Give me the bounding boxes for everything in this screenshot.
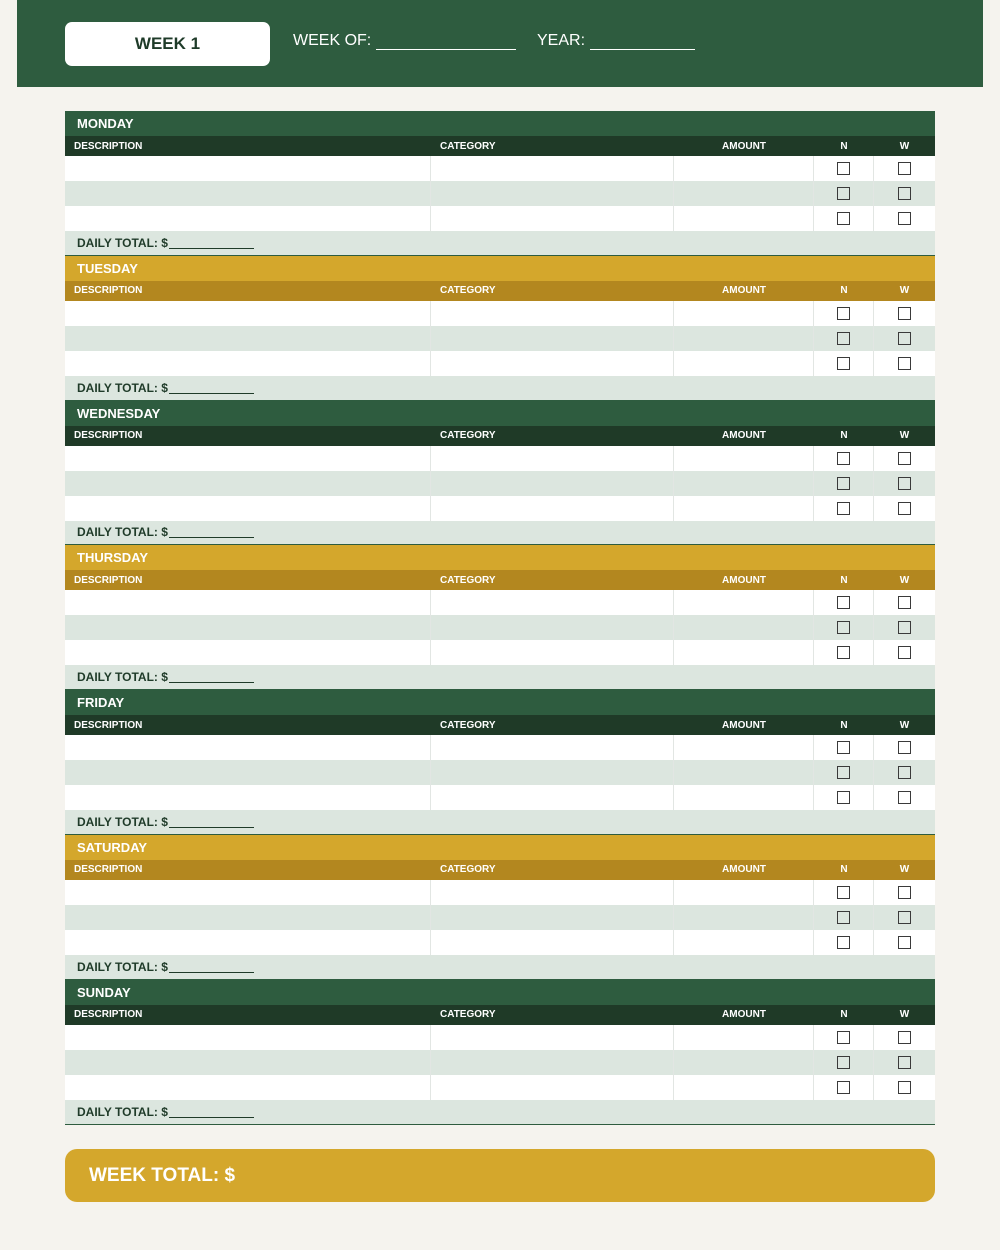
w-checkbox[interactable] — [898, 187, 911, 200]
n-checkbox[interactable] — [837, 332, 850, 345]
amount-cell[interactable] — [674, 1050, 814, 1075]
amount-cell[interactable] — [674, 471, 814, 496]
daily-total-blank[interactable] — [169, 961, 254, 973]
n-checkbox[interactable] — [837, 162, 850, 175]
n-cell — [814, 326, 874, 351]
description-cell[interactable] — [65, 471, 431, 496]
daily-total-label: DAILY TOTAL: $ — [77, 525, 168, 540]
amount-cell[interactable] — [674, 156, 814, 181]
n-checkbox[interactable] — [837, 596, 850, 609]
w-checkbox[interactable] — [898, 1081, 911, 1094]
entry-row — [65, 351, 935, 376]
w-checkbox[interactable] — [898, 477, 911, 490]
amount-cell[interactable] — [674, 735, 814, 760]
w-cell — [874, 206, 935, 231]
n-cell — [814, 785, 874, 810]
daily-total-row — [65, 231, 935, 256]
amount-cell[interactable] — [674, 326, 814, 351]
column-header-amount: AMOUNT — [722, 1009, 766, 1021]
amount-cell[interactable] — [674, 446, 814, 471]
n-cell — [814, 640, 874, 665]
n-checkbox[interactable] — [837, 307, 850, 320]
entry-row — [65, 206, 935, 231]
column-header-category: CATEGORY — [440, 719, 496, 731]
column-header-category: CATEGORY — [440, 864, 496, 876]
week-badge — [65, 22, 270, 66]
day-section-saturday — [65, 835, 935, 980]
n-cell — [814, 1025, 874, 1050]
n-cell — [814, 206, 874, 231]
category-cell[interactable] — [431, 496, 674, 521]
w-checkbox[interactable] — [898, 452, 911, 465]
week-label: WEEK 1 — [134, 34, 201, 53]
column-header-row — [65, 860, 935, 880]
category-cell[interactable] — [431, 905, 674, 930]
day-title: WEDNESDAY — [65, 401, 935, 426]
day-section-wednesday — [65, 401, 935, 546]
description-cell[interactable] — [65, 1050, 431, 1075]
w-checkbox[interactable] — [898, 936, 911, 949]
description-cell[interactable] — [65, 905, 431, 930]
entry-row — [65, 615, 935, 640]
entry-row — [65, 880, 935, 905]
w-cell — [874, 760, 935, 785]
day-title: TUESDAY — [65, 256, 935, 281]
column-header-description: DESCRIPTION — [74, 574, 143, 586]
n-checkbox[interactable] — [837, 646, 850, 659]
entry-row — [65, 760, 935, 785]
category-cell[interactable] — [431, 206, 674, 231]
n-checkbox[interactable] — [837, 936, 850, 949]
column-header-row — [65, 426, 935, 446]
n-cell — [814, 1050, 874, 1075]
description-cell[interactable] — [65, 496, 431, 521]
day-section-thursday — [65, 545, 935, 690]
daily-total-blank[interactable] — [169, 1106, 254, 1118]
w-cell — [874, 640, 935, 665]
w-cell — [874, 351, 935, 376]
day-title: FRIDAY — [65, 690, 935, 715]
column-header-w: W — [899, 285, 910, 297]
daily-total-row — [65, 376, 935, 401]
daily-total-blank[interactable] — [169, 382, 254, 394]
description-cell[interactable] — [65, 181, 431, 206]
category-cell[interactable] — [431, 301, 674, 326]
description-cell[interactable] — [65, 590, 431, 615]
daily-total-label: DAILY TOTAL: $ — [77, 1104, 168, 1119]
description-cell[interactable] — [65, 930, 431, 955]
daily-total-blank[interactable] — [169, 671, 254, 683]
n-cell — [814, 496, 874, 521]
week-total-bar — [65, 1149, 935, 1202]
amount-cell[interactable] — [674, 590, 814, 615]
n-cell — [814, 351, 874, 376]
description-cell[interactable] — [65, 1075, 431, 1100]
w-cell — [874, 880, 935, 905]
category-cell[interactable] — [431, 351, 674, 376]
amount-cell[interactable] — [674, 930, 814, 955]
w-cell — [874, 326, 935, 351]
n-checkbox[interactable] — [837, 187, 850, 200]
column-header-description: DESCRIPTION — [74, 285, 143, 297]
description-cell[interactable] — [65, 446, 431, 471]
column-header-n: N — [840, 430, 848, 442]
column-header-amount: AMOUNT — [722, 430, 766, 442]
w-checkbox[interactable] — [898, 596, 911, 609]
description-cell[interactable] — [65, 615, 431, 640]
entry-row — [65, 930, 935, 955]
category-cell[interactable] — [431, 640, 674, 665]
entry-row — [65, 496, 935, 521]
n-checkbox[interactable] — [837, 1031, 850, 1044]
n-checkbox[interactable] — [837, 212, 850, 225]
year-blank[interactable] — [590, 35, 695, 50]
column-header-category: CATEGORY — [440, 285, 496, 297]
entry-row — [65, 735, 935, 760]
amount-cell[interactable] — [674, 351, 814, 376]
w-cell — [874, 1050, 935, 1075]
description-cell[interactable] — [65, 735, 431, 760]
column-header-w: W — [899, 864, 910, 876]
daily-total-blank[interactable] — [169, 816, 254, 828]
description-cell[interactable] — [65, 760, 431, 785]
category-cell[interactable] — [431, 181, 674, 206]
amount-cell[interactable] — [674, 785, 814, 810]
column-header-amount: AMOUNT — [722, 140, 766, 152]
n-checkbox[interactable] — [837, 911, 850, 924]
n-checkbox[interactable] — [837, 886, 850, 899]
w-cell — [874, 496, 935, 521]
column-header-row — [65, 281, 935, 301]
column-header-n: N — [840, 864, 848, 876]
n-cell — [814, 615, 874, 640]
column-header-n: N — [840, 574, 848, 586]
n-checkbox[interactable] — [837, 502, 850, 515]
column-header-amount: AMOUNT — [722, 574, 766, 586]
category-cell[interactable] — [431, 785, 674, 810]
amount-cell[interactable] — [674, 880, 814, 905]
amount-cell[interactable] — [674, 301, 814, 326]
w-checkbox[interactable] — [898, 502, 911, 515]
n-checkbox[interactable] — [837, 621, 850, 634]
w-checkbox[interactable] — [898, 1056, 911, 1069]
n-cell — [814, 301, 874, 326]
category-cell[interactable] — [431, 615, 674, 640]
w-checkbox[interactable] — [898, 357, 911, 370]
column-header-description: DESCRIPTION — [74, 1009, 143, 1021]
week-of-field[interactable] — [293, 32, 516, 50]
w-cell — [874, 446, 935, 471]
page-header — [17, 0, 983, 87]
week-of-blank[interactable] — [376, 35, 516, 50]
w-cell — [874, 735, 935, 760]
daily-total-row — [65, 810, 935, 835]
w-checkbox[interactable] — [898, 307, 911, 320]
w-cell — [874, 785, 935, 810]
week-total-label: WEEK TOTAL: $ — [89, 1164, 236, 1186]
column-header-w: W — [899, 430, 910, 442]
n-checkbox[interactable] — [837, 766, 850, 779]
w-checkbox[interactable] — [898, 212, 911, 225]
n-cell — [814, 760, 874, 785]
daily-total-label: DAILY TOTAL: $ — [77, 815, 168, 830]
entry-row — [65, 1075, 935, 1100]
w-cell — [874, 301, 935, 326]
n-checkbox[interactable] — [837, 1081, 850, 1094]
entry-row — [65, 1025, 935, 1050]
daily-total-row — [65, 955, 935, 980]
day-title: MONDAY — [65, 111, 935, 136]
amount-cell[interactable] — [674, 905, 814, 930]
column-header-n: N — [840, 719, 848, 731]
entry-row — [65, 1050, 935, 1075]
n-checkbox[interactable] — [837, 791, 850, 804]
daily-total-row — [65, 665, 935, 690]
category-cell[interactable] — [431, 880, 674, 905]
n-cell — [814, 735, 874, 760]
entry-row — [65, 471, 935, 496]
category-cell[interactable] — [431, 326, 674, 351]
daily-total-blank[interactable] — [169, 237, 254, 249]
column-header-category: CATEGORY — [440, 430, 496, 442]
column-header-w: W — [899, 1009, 910, 1021]
entry-row — [65, 181, 935, 206]
w-cell — [874, 930, 935, 955]
category-cell[interactable] — [431, 590, 674, 615]
column-header-description: DESCRIPTION — [74, 430, 143, 442]
w-checkbox[interactable] — [898, 646, 911, 659]
w-cell — [874, 905, 935, 930]
w-checkbox[interactable] — [898, 1031, 911, 1044]
day-title: THURSDAY — [65, 545, 935, 570]
amount-cell[interactable] — [674, 760, 814, 785]
entry-row — [65, 640, 935, 665]
day-section-sunday — [65, 980, 935, 1125]
w-checkbox[interactable] — [898, 886, 911, 899]
w-cell — [874, 590, 935, 615]
n-checkbox[interactable] — [837, 357, 850, 370]
n-checkbox[interactable] — [837, 452, 850, 465]
n-cell — [814, 156, 874, 181]
n-cell — [814, 590, 874, 615]
year-field[interactable] — [537, 32, 695, 50]
column-header-description: DESCRIPTION — [74, 140, 143, 152]
entry-row — [65, 156, 935, 181]
category-cell[interactable] — [431, 471, 674, 496]
week-of-label: WEEK OF: — [293, 32, 372, 49]
n-cell — [814, 471, 874, 496]
day-section-tuesday — [65, 256, 935, 401]
entry-row — [65, 905, 935, 930]
n-cell — [814, 880, 874, 905]
column-header-n: N — [840, 285, 848, 297]
n-cell — [814, 905, 874, 930]
w-cell — [874, 156, 935, 181]
column-header-n: N — [840, 1009, 848, 1021]
description-cell[interactable] — [65, 206, 431, 231]
w-checkbox[interactable] — [898, 621, 911, 634]
day-section-friday — [65, 690, 935, 835]
description-cell[interactable] — [65, 880, 431, 905]
entry-row — [65, 590, 935, 615]
column-header-category: CATEGORY — [440, 1009, 496, 1021]
n-cell — [814, 446, 874, 471]
description-cell[interactable] — [65, 301, 431, 326]
day-title: SUNDAY — [65, 980, 935, 1005]
amount-cell[interactable] — [674, 615, 814, 640]
amount-cell[interactable] — [674, 496, 814, 521]
column-header-w: W — [899, 140, 910, 152]
w-cell — [874, 615, 935, 640]
w-cell — [874, 471, 935, 496]
w-checkbox[interactable] — [898, 766, 911, 779]
category-cell[interactable] — [431, 930, 674, 955]
w-cell — [874, 1075, 935, 1100]
column-header-row — [65, 1005, 935, 1025]
n-cell — [814, 930, 874, 955]
description-cell[interactable] — [65, 640, 431, 665]
w-checkbox[interactable] — [898, 911, 911, 924]
n-cell — [814, 181, 874, 206]
description-cell[interactable] — [65, 326, 431, 351]
n-checkbox[interactable] — [837, 741, 850, 754]
column-header-w: W — [899, 574, 910, 586]
daily-total-blank[interactable] — [169, 526, 254, 538]
daily-total-label: DAILY TOTAL: $ — [77, 235, 168, 250]
column-header-amount: AMOUNT — [722, 864, 766, 876]
w-cell — [874, 1025, 935, 1050]
daily-total-row — [65, 521, 935, 546]
entry-row — [65, 446, 935, 471]
entry-row — [65, 785, 935, 810]
n-checkbox[interactable] — [837, 1056, 850, 1069]
day-title: SATURDAY — [65, 835, 935, 860]
amount-cell[interactable] — [674, 181, 814, 206]
amount-cell[interactable] — [674, 1025, 814, 1050]
day-section-monday — [65, 111, 935, 256]
entry-row — [65, 301, 935, 326]
column-header-description: DESCRIPTION — [74, 864, 143, 876]
description-cell[interactable] — [65, 785, 431, 810]
amount-cell[interactable] — [674, 640, 814, 665]
w-cell — [874, 181, 935, 206]
entry-row — [65, 326, 935, 351]
column-header-amount: AMOUNT — [722, 719, 766, 731]
n-cell — [814, 1075, 874, 1100]
column-header-row — [65, 136, 935, 156]
column-header-row — [65, 715, 935, 735]
column-header-description: DESCRIPTION — [74, 719, 143, 731]
description-cell[interactable] — [65, 156, 431, 181]
column-header-n: N — [840, 140, 848, 152]
category-cell[interactable] — [431, 760, 674, 785]
column-header-w: W — [899, 719, 910, 731]
daily-total-label: DAILY TOTAL: $ — [77, 959, 168, 974]
category-cell[interactable] — [431, 735, 674, 760]
n-checkbox[interactable] — [837, 477, 850, 490]
column-header-category: CATEGORY — [440, 574, 496, 586]
category-cell[interactable] — [431, 1075, 674, 1100]
category-cell[interactable] — [431, 1050, 674, 1075]
category-cell[interactable] — [431, 446, 674, 471]
w-checkbox[interactable] — [898, 741, 911, 754]
amount-cell[interactable] — [674, 1075, 814, 1100]
w-checkbox[interactable] — [898, 791, 911, 804]
daily-total-label: DAILY TOTAL: $ — [77, 670, 168, 685]
category-cell[interactable] — [431, 156, 674, 181]
daily-total-label: DAILY TOTAL: $ — [77, 380, 168, 395]
column-header-row — [65, 570, 935, 590]
description-cell[interactable] — [65, 351, 431, 376]
amount-cell[interactable] — [674, 206, 814, 231]
w-checkbox[interactable] — [898, 332, 911, 345]
column-header-category: CATEGORY — [440, 140, 496, 152]
category-cell[interactable] — [431, 1025, 674, 1050]
year-label: YEAR: — [537, 32, 586, 49]
column-header-amount: AMOUNT — [722, 285, 766, 297]
weekly-planner — [65, 111, 935, 1125]
daily-total-row — [65, 1100, 935, 1125]
description-cell[interactable] — [65, 1025, 431, 1050]
w-checkbox[interactable] — [898, 162, 911, 175]
